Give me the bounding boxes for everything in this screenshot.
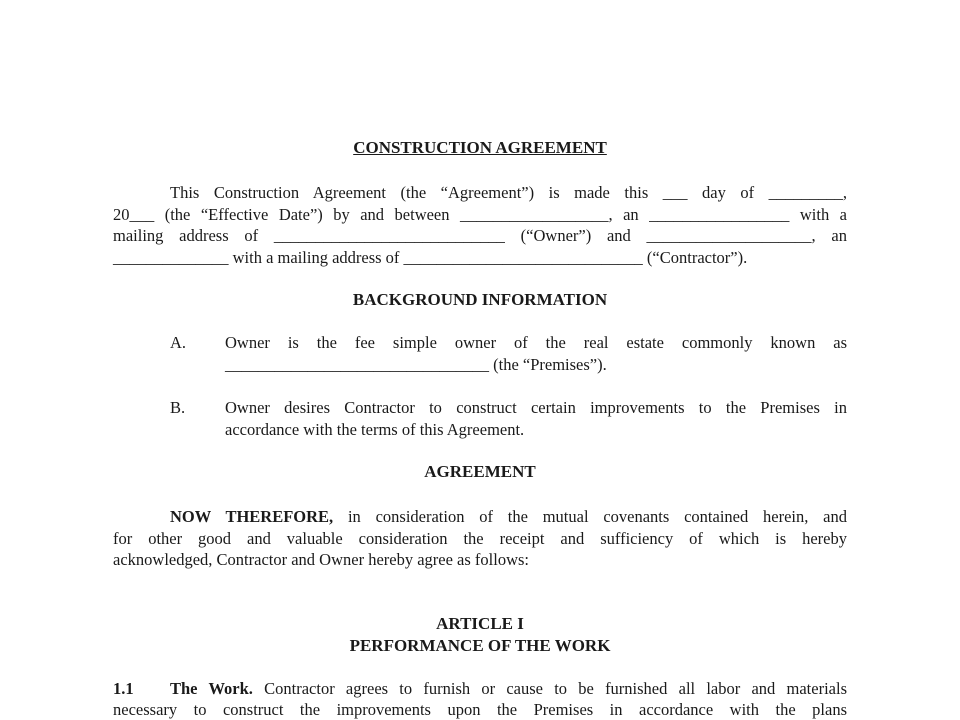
intro-line-4: ______________ with a mailing address of _____________________________ (“Contractor”).: [113, 247, 748, 267]
now-therefore-line-3: acknowledged, Contractor and Owner hereby agree as follows:: [113, 550, 530, 569]
recital-b: [113, 397, 847, 440]
intro-paragraph: [113, 182, 847, 268]
recital-b-line-1: Owner desires Contractor to construct certain improvements to the Premises in: [225, 398, 847, 417]
article-1-subtitle-line: PERFORMANCE OF THE WORK: [349, 635, 611, 655]
article-1-number-line: ARTICLE I: [436, 613, 524, 633]
recital-b-marker: B.: [170, 398, 186, 417]
now-therefore-line-2: for other good and valuable consideration the receipt and sufficiency of which is hereby: [113, 528, 847, 548]
section-1-1-number: 1.1: [113, 678, 134, 698]
section-1-1-line-1: [113, 678, 847, 700]
section-1-1-line-1-rest: Contractor agrees to furnish or cause to be furnished all labor and materials: [252, 678, 848, 698]
intro-line-3: mailing address of ____________________________ (“Owner”) and ____________________, an: [113, 226, 847, 245]
recital-a: [113, 332, 847, 375]
intro-line-1: This Construction Agreement (the “Agreement”) is made this ___ day of _________,: [170, 183, 847, 202]
section-1-1-title: The Work.: [170, 678, 253, 698]
section-1-1-paragraph: [113, 678, 847, 720]
document-content: [113, 0, 847, 720]
recital-a-marker: A.: [170, 333, 187, 352]
intro-line-2: 20___ (the “Effective Date”) by and between __________________, an _________________ with a: [113, 204, 847, 224]
now-therefore-lead: NOW THEREFORE,: [170, 507, 334, 526]
now-therefore-paragraph: [113, 506, 847, 571]
article-1-heading: [113, 613, 847, 657]
agreement-heading: AGREEMENT: [424, 462, 536, 481]
recital-a-line-1: Owner is the fee simple owner of the real estate commonly known as: [225, 333, 847, 352]
document-title: CONSTRUCTION AGREEMENT: [353, 138, 607, 157]
recital-a-line-2: ________________________________ (the “Premises”).: [225, 354, 607, 374]
background-information-heading: BACKGROUND INFORMATION: [352, 290, 608, 309]
now-therefore-line-1: [113, 506, 847, 528]
section-1-1-line-2: necessary to construct the improvements upon the Premises in accordance with the plans: [113, 700, 847, 719]
now-therefore-line-1-rest: in consideration of the mutual covenants contained herein, and: [333, 507, 847, 526]
recital-b-line-2: accordance with the terms of this Agreement.: [225, 419, 525, 439]
